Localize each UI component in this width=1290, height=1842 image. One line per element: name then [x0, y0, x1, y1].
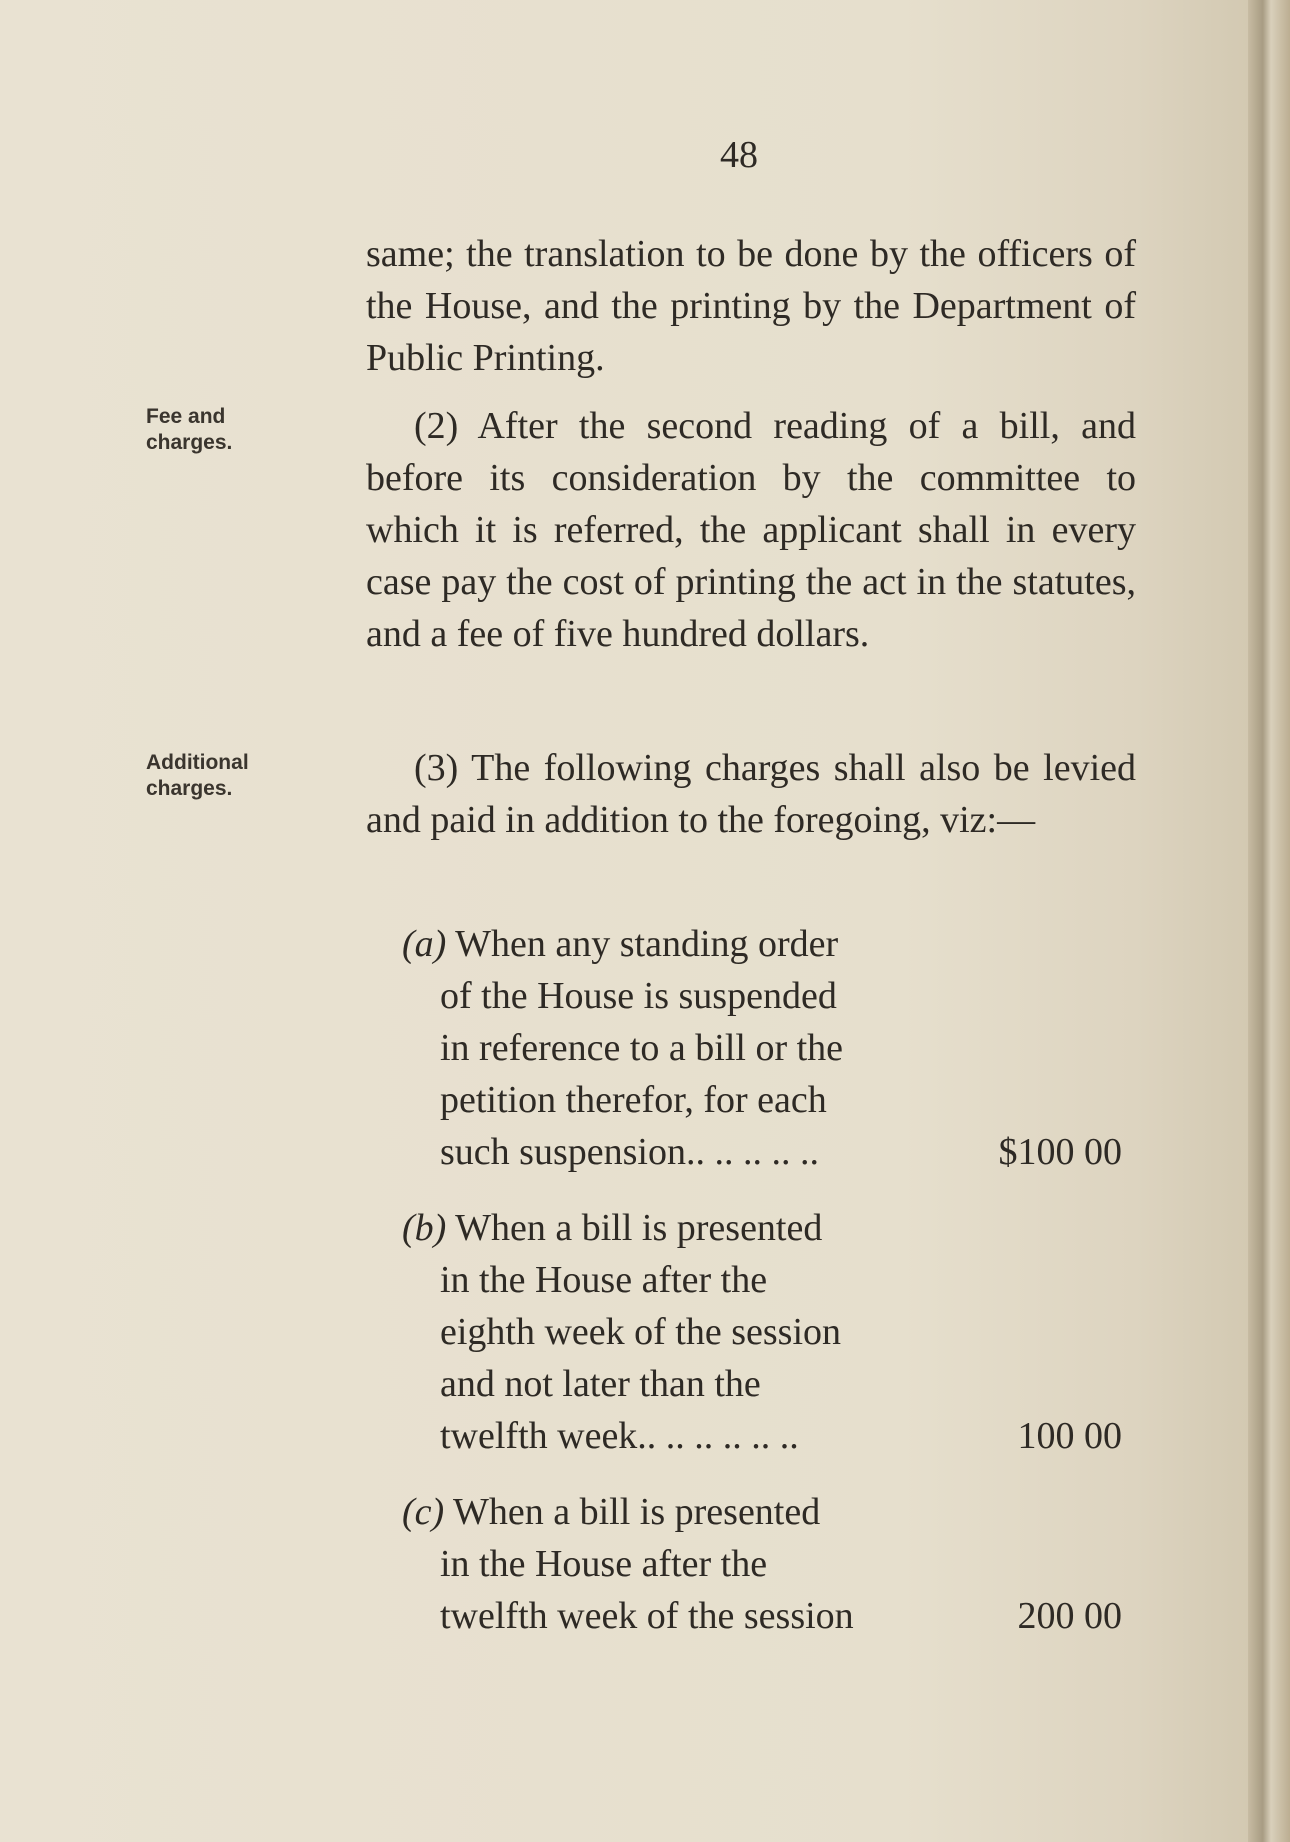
charge-item-line: of the House is suspended — [440, 975, 837, 1017]
page-edge — [1248, 0, 1290, 1842]
margin-note-additional: Additional charges. — [146, 751, 249, 800]
page-number: 48 — [720, 134, 758, 176]
charge-item-line: twelfth week of the session — [440, 1595, 854, 1637]
charge-item-line: such suspension.. .. .. .. .. — [440, 1131, 819, 1173]
charge-item-line: (c) When a bill is presented — [402, 1491, 821, 1533]
charge-item-line: petition therefor, for each — [440, 1079, 827, 1121]
charge-item-b — [402, 1202, 1122, 1462]
charge-amount: 100 00 — [1017, 1415, 1122, 1457]
charge-item-line: in the House after the — [440, 1259, 768, 1301]
charge-item-a — [402, 918, 1122, 1178]
charge-item-line: eighth week of the session — [440, 1311, 842, 1353]
charge-item-line: and not later than the — [440, 1363, 761, 1405]
charge-item-line: (a) When any standing order — [402, 923, 839, 965]
charge-amount: 200 00 — [1017, 1595, 1122, 1637]
paragraph-3: (3) The following charges shall also be levied and paid in addition to the foregoing, viz:— — [366, 747, 1136, 841]
charge-item-line: twelfth week.. .. .. .. .. .. — [440, 1415, 799, 1457]
paragraph-2: (2) After the second reading of a bill, and before its consideration by the committee to which it is referred, the applicant shall in every case pay the cost of printing the act in the statutes, and a fee of five hundred dollars. — [366, 405, 1136, 655]
charge-item-line: in the House after the — [440, 1543, 768, 1585]
charge-item-line: (b) When a bill is presented — [402, 1207, 823, 1249]
paragraph-continuation: same; the translation to be done by the officers of the House, and the printing by the Department of Public Printing. — [366, 233, 1136, 379]
margin-note-fee: Fee and charges. — [146, 405, 233, 454]
charge-item-c — [402, 1486, 1122, 1642]
charge-amount: $100 00 — [998, 1131, 1122, 1173]
charge-item-line: in reference to a bill or the — [440, 1027, 844, 1069]
